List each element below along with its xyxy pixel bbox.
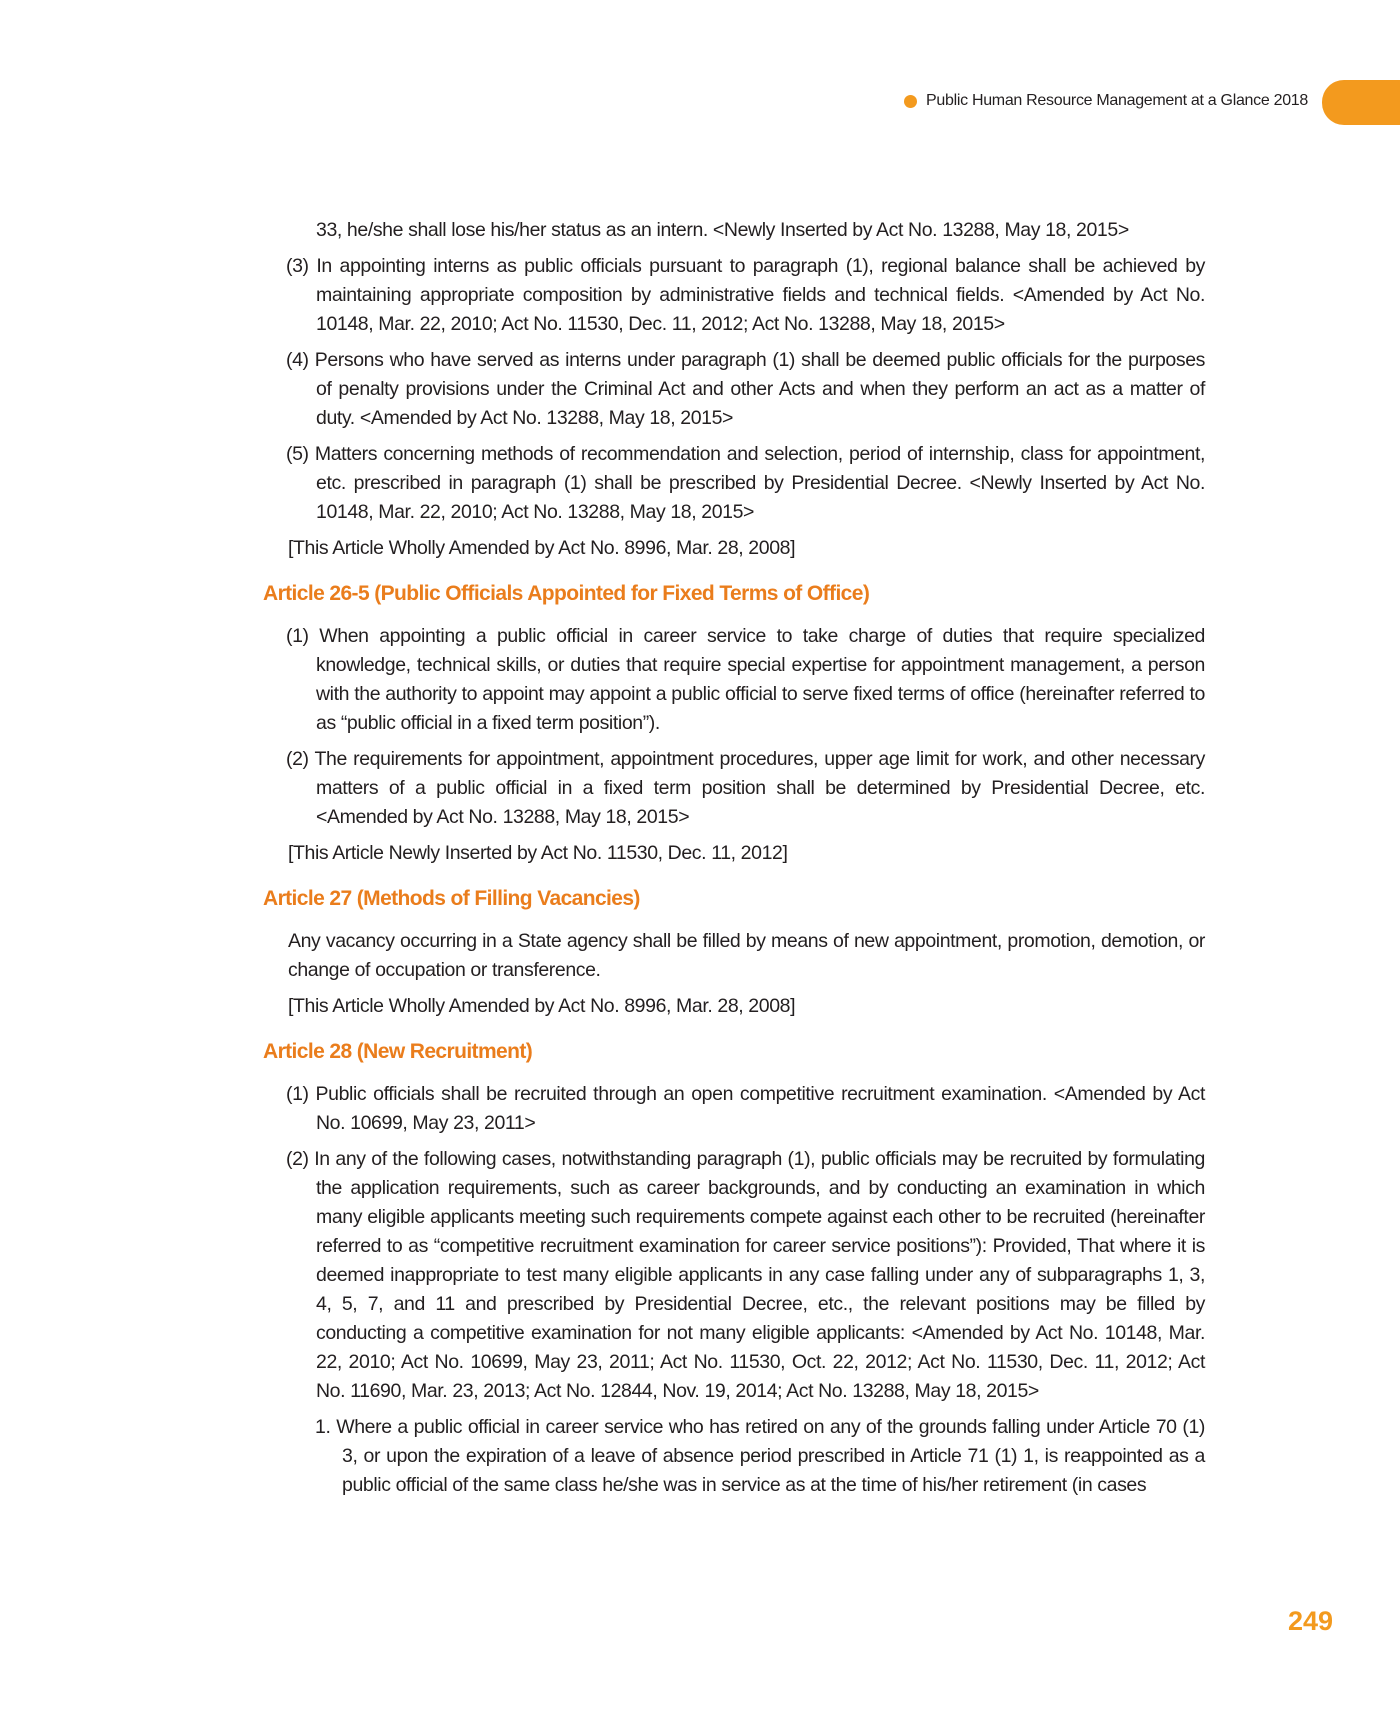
paragraph-1: (1) When appointing a public official in career service to take charge of duties that require specialized knowledge, technical skills, or duties that require special expertise for appointment management, a person with the authority to appoint may appoint a public official to serve fixed terms of office (hereinafter referred to as “public official in a fixed term position”). <box>286 625 1205 734</box>
article-note: [This Article Wholly Amended by Act No. 8996, Mar. 28, 2008] <box>288 995 796 1017</box>
article-note: [This Article Wholly Amended by Act No. 8996, Mar. 28, 2008] <box>288 537 796 559</box>
paragraph-4: (4) Persons who have served as interns under paragraph (1) shall be deemed public officials for the purposes of penalty provisions under the Criminal Act and other Acts and when they perform an act as a matter of duty. <Amended by Act No. 13288, May 18, 2015> <box>286 349 1205 429</box>
subparagraph-1: 1. Where a public official in career service who has retired on any of the grounds falling under Article 70 (1) 3, or upon the expiration of a leave of absence period prescribed in Article 71 (1) 1, is reappointed as a public official of the same class he/she was in service as at the time of his/her retirement (in cases <box>315 1416 1205 1496</box>
paragraph-5: (5) Matters concerning methods of recommendation and selection, period of internship, class for appointment, etc. prescribed in paragraph (1) shall be prescribed by Presidential Decree. <Newly Inserted by Act No. 10148, Mar. 22, 2010; Act No. 13288, May 18, 2015> <box>286 443 1205 523</box>
header-title: Public Human Resource Management at a Glance 2018 <box>926 92 1308 109</box>
paragraph-1: (1) Public officials shall be recruited through an open competitive recruitment examination. <Amended by Act No. 10699, May 23, 2011> <box>286 1083 1205 1134</box>
running-header <box>904 92 1308 110</box>
article-26-5-heading: Article 26-5 (Public Officials Appointed for Fixed Terms of Office) <box>263 582 870 605</box>
page-number: 249 <box>1287 1606 1333 1636</box>
article-27-body: Any vacancy occurring in a State agency shall be filled by means of new appointment, promotion, demotion, or change of occupation or transference. <box>288 930 1205 981</box>
article-27-heading: Article 27 (Methods of Filling Vacancies) <box>263 887 640 910</box>
paragraph-2: (2) The requirements for appointment, appointment procedures, upper age limit for work, and other necessary matters of a public official in a fixed term position shall be determined by Presidential Decree, etc. <Amended by Act No. 13288, May 18, 2015> <box>286 748 1205 828</box>
article-28-heading: Article 28 (New Recruitment) <box>263 1040 533 1063</box>
paragraph-2: (2) In any of the following cases, notwithstanding paragraph (1), public officials may be recruited by formulating the application requirements, such as career backgrounds, and by conducting an examination in which many eligible applicants meeting such requirements compete against each other to be recruited (hereinafter referred to as “competitive recruitment examination for career service positions”): Provided, That where it is deemed inappropriate to test many eligible applicants in any case falling under any of subparagraphs 1, 3, 4, 5, 7, and 11 and prescribed by Presidential Decree, etc., the relevant positions may be filled by conducting a competitive examination for not many eligible applicants: <Amended by Act No. 10148, Mar. 22, 2010; Act No. 10699, May 23, 2011; Act No. 11530, Oct. 22, 2012; Act No. 11530, Dec. 11, 2012; Act No. 11690, Mar. 23, 2013; Act No. 12844, Nov. 19, 2014; Act No. 13288, May 18, 2015> <box>286 1148 1205 1402</box>
paragraph-continuation: 33, he/she shall lose his/her status as an intern. <Newly Inserted by Act No. 13288, May 18, 2015> <box>316 219 1129 241</box>
bullet-dot-icon <box>904 95 917 108</box>
paragraph-3: (3) In appointing interns as public officials pursuant to paragraph (1), regional balance shall be achieved by maintaining appropriate composition by administrative fields and technical fields. <Amended by Act No. 10148, Mar. 22, 2010; Act No. 11530, Dec. 11, 2012; Act No. 13288, May 18, 2015> <box>286 255 1205 335</box>
chapter-tab <box>1322 80 1400 125</box>
article-note: [This Article Newly Inserted by Act No. 11530, Dec. 11, 2012] <box>288 842 788 864</box>
page-content <box>263 216 1205 1507</box>
